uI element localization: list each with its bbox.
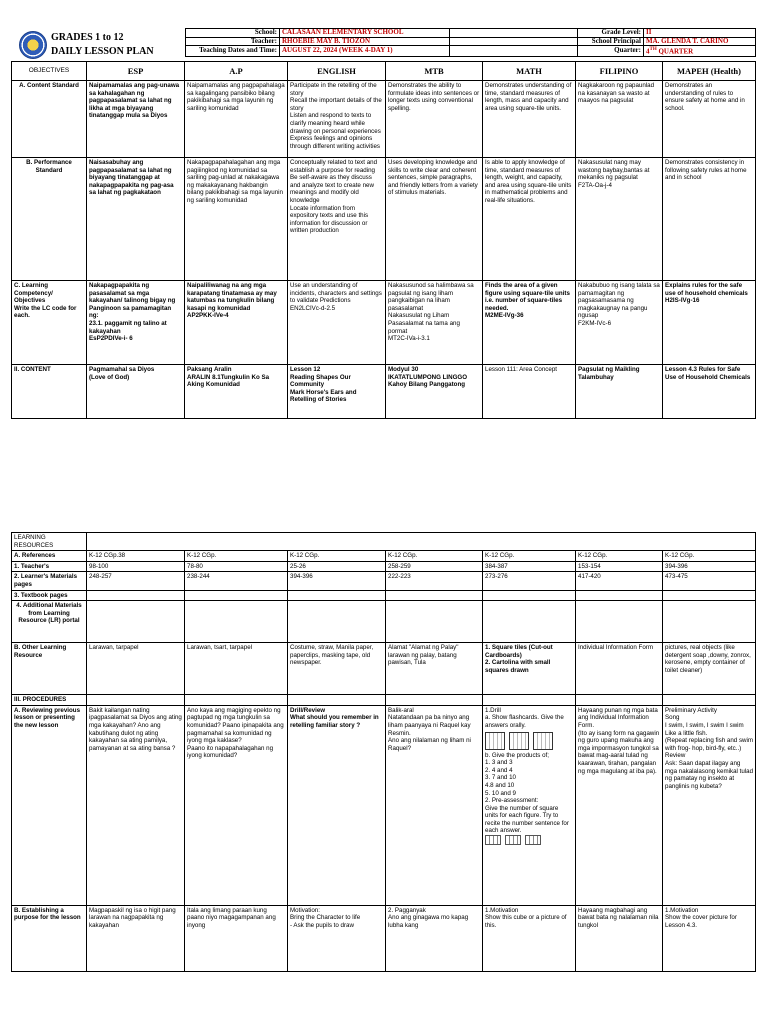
cell-ap: Larawan, tsart, tarpapel xyxy=(185,643,288,695)
cell-math: 384-387 xyxy=(483,561,576,572)
procedure-row xyxy=(12,905,756,971)
cell-math: Lesson 111: Area Concept xyxy=(483,365,576,419)
cell-ap: Itala ang limang paraan kung paano niyo magagampanan ang inyong xyxy=(185,905,288,971)
cell-math xyxy=(483,601,576,643)
grade-value: II xyxy=(644,29,756,38)
cell-mtb: Uses developing knowledge and skills to write clear and coherent sentences, simple paragraphs, and friendly letters from a variety of stimulus materials. xyxy=(386,158,483,281)
drill-text: 1.Drill a. Show flashcards. Give the answers orally. xyxy=(485,706,564,729)
cell-ap: Naipamamalas ang pagpapahalaga sa kagalingang pansibiko bilang pakikibahagi sa mga layunin ng sariling komunidad xyxy=(185,81,288,158)
school-value: CALASAAN ELEMENTARY SCHOOL xyxy=(280,29,450,38)
cell-english: Participate in the retelling of the story Recall the important details of the story Listen and respond to texts to clarify meaning heard while drawing on personal experiences Express feelings and opinions through different writing activities xyxy=(288,81,386,158)
subject-esp: ESP xyxy=(87,62,185,81)
cell-ap xyxy=(185,590,288,601)
cell-filipino xyxy=(576,590,663,601)
resource-row xyxy=(12,551,756,562)
cell-filipino: Hayaang magbahagi ang bawat bata ng nalalaman nila tungkol xyxy=(576,905,663,971)
cell-filipino: Pagsulat ng Maikling Talambuhay xyxy=(576,365,663,419)
flashcard-icon xyxy=(509,732,529,750)
row-label: A. Content Standard xyxy=(12,81,87,158)
resource-row xyxy=(12,561,756,572)
cell-english: Use an understanding of incidents, characters and settings to validate Predictions EN2LCIVc-d-2.5 xyxy=(288,281,386,365)
cell-filipino: Nakasusulat nang may wastong baybay,bantas at mekaniks ng pagsulat F2TA-Oa-j-4 xyxy=(576,158,663,281)
cell-english: 394-396 xyxy=(288,572,386,590)
cell-mtb: K-12 CGp. xyxy=(386,551,483,562)
square-grid-icon xyxy=(525,835,541,845)
flashcard-icon xyxy=(485,732,505,750)
cell-math: 273-276 xyxy=(483,572,576,590)
subject-mtb: MTB xyxy=(386,62,483,81)
row-label: B. Other Learning Resource xyxy=(12,643,87,695)
objectives-table xyxy=(11,61,756,419)
resource-row xyxy=(12,601,756,643)
cell-mtb: 258-259 xyxy=(386,561,483,572)
objective-row xyxy=(12,158,756,281)
row-label: A. Reviewing previous lesson or presenting the new lesson xyxy=(12,705,87,905)
cell-esp xyxy=(87,590,185,601)
cell-english: Conceptually related to text and establish a purpose for reading Be self-aware as they discuss and analyze text to create new meanings and modify old knowledge Locate information from expository texts and use this information for discussion or written production xyxy=(288,158,386,281)
cell-ap: Ano kaya ang magiging epekto ng pagtupad ng mga tungkulin sa komunidad? Paano ipinapakita ang pagmamahal sa komunidad ng iyong mga kaklase? Paano ito napapahalagahan ng iyong komunidad? xyxy=(185,705,288,905)
cell-mapehhealth xyxy=(663,601,756,643)
square-grid-icon xyxy=(485,835,501,845)
cell-english xyxy=(288,590,386,601)
cell-filipino: Nakabubuo ng isang talata sa pamamagitan ng pagsasamasama ng magkakaugnay na pangu ngusap F2KM-IVc-6 xyxy=(576,281,663,365)
cell-esp: Magpapaskil ng isa o higit pang larawan na nagpapakita ng kakayahan xyxy=(87,905,185,971)
cell-ap: Paksang Aralin ARALIN 8.1Tungkulin Ko Sa Aking Komunidad xyxy=(185,365,288,419)
cell-mtb: Demonstrates the ability to formulate ideas into sentences or longer texts using conventional spelling. xyxy=(386,81,483,158)
procedure-row xyxy=(12,705,756,905)
subject-mapeh: MAPEH (Health) xyxy=(663,62,756,81)
row-label: B. Establishing a purpose for the lesson xyxy=(12,905,87,971)
cell-mtb: Balik-aral Natatandaan pa ba ninyo ang liham paanyaya ni Raquel kay Resmin. Ano ang nilalaman ng liham ni Raquel? xyxy=(386,705,483,905)
school-label: School: xyxy=(186,29,280,38)
cell-mapehhealth: Demonstrates consistency in following safety rules at home and in school xyxy=(663,158,756,281)
procedures-header: III. PROCEDURES xyxy=(12,695,87,706)
row-label: II. CONTENT xyxy=(12,365,87,419)
teacher-value: RHOEBIE MAY B. TIOZON xyxy=(280,37,450,46)
cell-esp: Bakit kailangan nating ipagpasalamat sa Diyos ang ating mga kakayahan? Ano ang kabutihang dulot ng ating kakayahan sa ating pamilya, pamayanan at sa ating bansa ? xyxy=(87,705,185,905)
cell-mtb: 2. Pagganyak Ano ang ginagawa mo kapag lubha kang xyxy=(386,905,483,971)
quarter-label: Quarter: xyxy=(578,46,644,57)
subject-math: MATH xyxy=(483,62,576,81)
cell-filipino: Hayaang punan ng mga bata ang Individual Information Form. (Ito ay isang form na gagawin ng guro upang makuha ang mga impormasyon tungkol sa bawat mag-aaral tulad ng kaarawan, tirahan, pangalan ng mga magulang at iba pa). xyxy=(576,705,663,905)
cell-english: Costume, straw, Manila paper, paperclips, masking tape, old newspaper. xyxy=(288,643,386,695)
objectives-section xyxy=(11,61,755,419)
cell-mapehhealth: 1.Motivation Show the cover picture for Lesson 4.3. xyxy=(663,905,756,971)
row-label: 4. Additional Materials from Learning Resource (LR) portal xyxy=(12,601,87,643)
flashcard-icon xyxy=(533,732,553,750)
cell-math: K-12 CGp. xyxy=(483,551,576,562)
square-figures xyxy=(485,835,573,848)
plan-title: DAILY LESSON PLAN xyxy=(51,46,154,57)
resources-header: LEARNING RESOURCES xyxy=(12,533,87,551)
row-label: 3. Textbook pages xyxy=(12,590,87,601)
cell-mapehhealth: 394-396 xyxy=(663,561,756,572)
cell-mapehhealth: Demonstrates an understanding of rules to ensure safety at home and in school. xyxy=(663,81,756,158)
header xyxy=(11,28,755,61)
cell-esp: Naisasabuhay ang pagpapasalamat sa lahat ng biyayang tinatanggap at nakapagpapakita ng pag-asa sa lahat ng pagkakataon xyxy=(87,158,185,281)
header-info-table xyxy=(185,28,756,57)
cell-mtb xyxy=(386,590,483,601)
objectives-header: OBJECTIVES xyxy=(12,62,87,81)
cell-mtb: 222-223 xyxy=(386,572,483,590)
resource-row xyxy=(12,590,756,601)
cell-math: Finds the area of a given figure using square-tile units i.e. number of square-tiles needed. M2ME-IVg-36 xyxy=(483,281,576,365)
resources-table xyxy=(11,532,756,972)
cell-esp: 98-100 xyxy=(87,561,185,572)
cell-esp: Larawan, tarpapel xyxy=(87,643,185,695)
objective-row xyxy=(12,81,756,158)
square-grid-icon xyxy=(505,835,521,845)
cell-ap: Nakapagpapahalagahan ang mga pagiiingkod ng komunidad sa sariling pag-unlad at nakakagawa ng makakayanang hakbangin bilang pakikibahagi sa mga layunin ng sariling komunidad xyxy=(185,158,288,281)
resource-row xyxy=(12,643,756,695)
grades-title: GRADES 1 to 12 xyxy=(51,32,124,43)
cell-filipino: Nagkakaroon ng papaunlad na kasanayan sa wasto at maayos na pagsulat xyxy=(576,81,663,158)
row-label: 1. Teacher's xyxy=(12,561,87,572)
cell-mapehhealth xyxy=(663,590,756,601)
cell-mapehhealth: Preliminary Activity Song I swim, I swim, I swim I swim Like a little fish. (Repeat replacing fish and swim with frog- hop, bird-fly, etc..) Review Ask: Saan dapat ilagay ang mga nakalalasong kemikal tulad ng pamatay ng insekto at panglinis ng kubeta? xyxy=(663,705,756,905)
cell-ap: 78-80 xyxy=(185,561,288,572)
cell-english: Drill/Review What should you remember in retelling familiar story ? xyxy=(288,705,386,905)
cell-mtb: Modyul 30 IKATATLUMPONG LINGGO Kahoy Bilang Panggatong xyxy=(386,365,483,419)
cell-math: 1. Square tiles (Cut-out Cardboards) 2. Cartolina with small squares drawn xyxy=(483,643,576,695)
cell-filipino xyxy=(576,601,663,643)
cell-filipino: 153-154 xyxy=(576,561,663,572)
cell-mtb: Alamat "Alamat ng Palay" larawan ng palay, batang pawisan, Tula xyxy=(386,643,483,695)
cell-esp: Nakapagpapakita ng pasasalamat sa mga kakayahan/ talinong bigay ng Panginoon sa pamamagitan ng: 23.1. paggamit ng talino at kakayahan EsP2PDIVe-i- 6 xyxy=(87,281,185,365)
quarter-value: 4TH QUARTER xyxy=(644,46,756,57)
cell-filipino: Individual Information Form xyxy=(576,643,663,695)
cell-esp: 248-257 xyxy=(87,572,185,590)
flashcard-images xyxy=(485,732,573,750)
cell-mapehhealth: 473-475 xyxy=(663,572,756,590)
cell-ap: K-12 CGp. xyxy=(185,551,288,562)
subject-ap: A.P xyxy=(185,62,288,81)
cell-mapehhealth: pictures, real objects (like detergent soap ,downy, zonrox, kerosene, empty container of toilet cleaner) xyxy=(663,643,756,695)
row-label: 2. Learner's Materials pages xyxy=(12,572,87,590)
cell-mtb: Nakasusunod sa halimbawa sa pagsulat ng isang liham pangkaibigan na liham pasasalamat Nakasusulat ng Liham Pasasalamat na tama ang pormat MT2C-IVa-i-3.1 xyxy=(386,281,483,365)
cell-filipino: K-12 CGp. xyxy=(576,551,663,562)
cell-ap: 238-244 xyxy=(185,572,288,590)
cell-esp: Naipamamalas ang pag-unawa sa kahalagahan ng pagpapasalamat sa lahat ng likha at mga biyayang tinatanggap mula sa Diyos xyxy=(87,81,185,158)
cell-english: K-12 CGp. xyxy=(288,551,386,562)
cell-mapehhealth: Explains rules for the safe use of household chemicals H2IS-IVg-16 xyxy=(663,281,756,365)
cell-math xyxy=(483,590,576,601)
cell-esp: K-12 CGp.38 xyxy=(87,551,185,562)
row-label: A. References xyxy=(12,551,87,562)
dates-value: AUGUST 22, 2024 (WEEK 4-DAY 1) xyxy=(280,46,450,57)
cell-english: 25-26 xyxy=(288,561,386,572)
cell-math: Demonstrates understanding of time, standard measures of length, mass and capacity and area using square-tile units. xyxy=(483,81,576,158)
cell-ap: Naipaliliwanag na ang mga karapatang tinatamasa ay may katumbas na tungkulin bilang kasapi ng komunidad AP2PKK-IVe-4 xyxy=(185,281,288,365)
teacher-label: Teacher: xyxy=(186,37,280,46)
dates-label: Teaching Dates and Time: xyxy=(186,46,280,57)
cell-english: Motivation: Bring the Character to life - Ask the pupils to draw xyxy=(288,905,386,971)
objective-row xyxy=(12,281,756,365)
subject-filipino: FILIPINO xyxy=(576,62,663,81)
subject-english: ENGLISH xyxy=(288,62,386,81)
resources-section xyxy=(11,532,755,972)
principal-value: MA. GLENDA T. CARINO xyxy=(644,37,756,46)
objective-row xyxy=(12,365,756,419)
cell-english xyxy=(288,601,386,643)
cell-esp xyxy=(87,601,185,643)
resource-row xyxy=(12,572,756,590)
grade-label: Grade Level: xyxy=(578,29,644,38)
principal-label: School Principal xyxy=(578,37,644,46)
cell-english: Lesson 12 Reading Shapes Our Community Mark Horse's Ears and Retelling of Stories xyxy=(288,365,386,419)
row-label: B. Performance Standard xyxy=(12,158,87,281)
cell-esp: Pagmamahal sa Diyos (Love of God) xyxy=(87,365,185,419)
deped-seal-icon xyxy=(19,31,47,59)
cell-math: 1.Motivation Show this cube or a picture of this. xyxy=(483,905,576,971)
cell-math xyxy=(483,705,576,905)
row-label: C. Learning Competency/ Objectives Write the LC code for each. xyxy=(12,281,87,365)
drill-extra: b. Give the products of; 1. 3 and 3 2. 4 and 4 3. 7 and 10 4.8 and 10 5. 10 and 9 2. Pre-assessment: Give the number of square units for each figure. Try to recite the number sentence for each answer. xyxy=(485,751,569,835)
cell-ap xyxy=(185,601,288,643)
cell-mapehhealth: Lesson 4.3 Rules for Safe Use of Household Chemicals xyxy=(663,365,756,419)
cell-filipino: 417-420 xyxy=(576,572,663,590)
procedures-row xyxy=(12,695,756,706)
cell-mapehhealth: K-12 CGp. xyxy=(663,551,756,562)
cell-math: Is able to apply knowledge of time, standard measures of length, weight, and capacity, and area using square-tile units in mathematical problems and real-life situations. xyxy=(483,158,576,281)
cell-mtb xyxy=(386,601,483,643)
